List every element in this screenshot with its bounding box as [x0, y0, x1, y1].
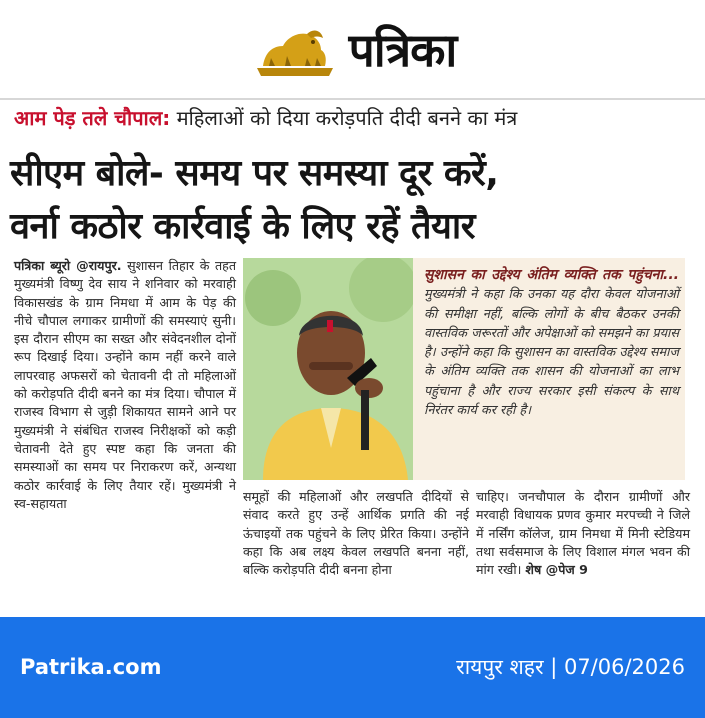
caption-text: मुख्यमंत्री ने कहा कि उनका यह दौरा केवल योजनाओं की समीक्षा नहीं, बल्कि लोगों के बीच बैठकर उनकी वास्तविक जरूरतों और अपेक्षाओं को समझने का प्रयास है। उन्होंने कहा कि सुशासन का वास्तविक उद्देश्य समाज के अंतिम व्यक्ति तक शासन की योजनाओं का लाभ पहुंचाना है और राज्य सरकार इसी संकल्प के साथ निरंतर कार्य कर रही है।: [424, 287, 679, 419]
headline-line-2: वर्ना कठोर कार्रवाई के लिए रहें तैयार: [10, 206, 475, 247]
newspaper-logo: पत्रिका: [348, 23, 457, 77]
kicker: [14, 104, 694, 131]
headline-line-1: सीएम बोले- समय पर समस्या दूर करें,: [10, 153, 499, 194]
continued-on-page: शेष @पेज 9: [525, 562, 588, 578]
masthead-divider: [0, 98, 705, 100]
masthead: [0, 0, 705, 98]
photo-illustration: [243, 258, 413, 480]
article-column-3: [476, 488, 690, 579]
edition-city-date: रायपुर शहर | 07/06/2026: [456, 655, 685, 679]
article-text-3: चाहिए। जनचौपाल के दौरान ग्रामीणों और मरवाही विधायक प्रणव कुमार मरपच्ची ने जिले में नर्सिंग कॉलेज, ग्राम निमधा में मिनी स्टेडियम तथा सर्वसमाज के लिए विशाल मंगल भवन की मांग रखी।: [476, 489, 690, 578]
chief-minister-photo: [243, 258, 413, 480]
photo-caption: [424, 266, 679, 420]
article-column-2: समूहों की महिलाओं और लखपति दीदियों से संवाद करते हुए उन्हें आर्थिक प्रगति की नई ऊंचाइयों तक पहुंचने के लिए प्रेरित किया। उन्होंने कहा कि अब लक्ष्य केवल लखपति बनना नहीं, बल्कि करोड़पति दीदी बनना होना: [243, 489, 469, 578]
kicker-label: आम पेड़ तले चौपाल:: [14, 106, 171, 130]
footer-bar: [0, 617, 705, 718]
site-link[interactable]: Patrika.com: [20, 655, 162, 679]
caption-highlight: सुशासन का उद्देश्य अंतिम व्यक्ति तक पहुंचना...: [424, 267, 679, 283]
article-text-1: सुशासन तिहार के तहत मुख्यमंत्री विष्णु देव साय ने शनिवार को मरवाही विकासखंड के ग्राम निमधा में आम के पेड़ की नीचे चौपाल लगाकर ग्रामीणों की समस्याएं सुनी। इस दौरान सीएम का सख्त और संवेदनशील दोनों रूप दिखाई दिया। उन्होंने काम नहीं करने वाले लापरवाह अफसरों को चेतावनी दी तो महिलाओं को करोड़पति दीदी बनने का मंत्र दिया। चौपाल में राजस्व विभाग से जुड़ी शिकायत सामने आने पर मुख्यमंत्री ने संबंधित राजस्व निरीक्षकों को कड़ी चेतावनी देते हुए स्पष्ट कहा कि जनता की समस्याओं का समय पर निराकरण करें, अन्यथा कठोर कार्रवाई के लिए तैयार रहें। मुख्यमंत्री ने स्व-सहायता: [14, 258, 236, 511]
article-column-1: [14, 257, 236, 513]
byline: पत्रिका ब्यूरो @रायपुर.: [14, 258, 122, 273]
lion-emblem-icon: [249, 18, 341, 80]
kicker-text: महिलाओं को दिया करोड़पति दीदी बनने का मंत्र: [176, 106, 518, 130]
